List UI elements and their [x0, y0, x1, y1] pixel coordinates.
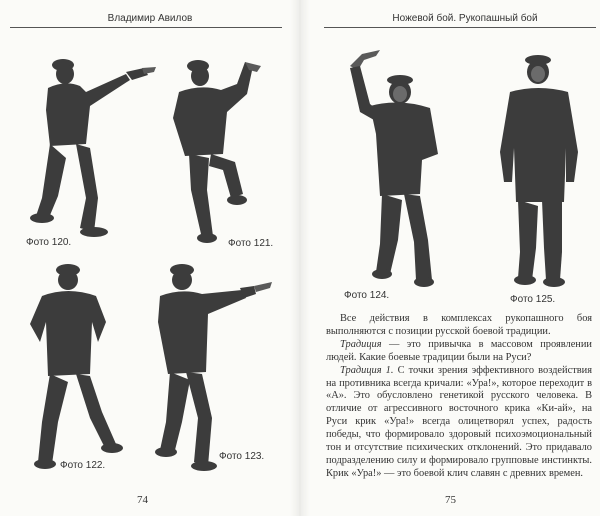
- photo-124: [340, 44, 450, 294]
- left-running-head: Владимир Авилов: [107, 13, 193, 24]
- paragraph-3: [326, 365, 592, 481]
- paragraph-2-term: Традиция: [340, 338, 382, 350]
- photo-120: [28, 48, 168, 248]
- photo-123: [150, 262, 280, 482]
- left-header-rule: [10, 27, 282, 28]
- right-running-head: Ножевой бой. Рукопашный бой: [392, 13, 538, 24]
- paragraph-1-text: Все действия в комплексах рукопашного боя выполняются с позиции русской боевой традиции.: [326, 313, 592, 337]
- caption-photo-123: Фото 123.: [219, 451, 265, 462]
- paragraph-2: [326, 339, 592, 365]
- caption-photo-121: Фото 121.: [228, 238, 274, 249]
- paragraph-1: [326, 313, 592, 339]
- left-page: [0, 0, 296, 516]
- photo-122: [20, 262, 130, 482]
- right-header-rule: [324, 27, 596, 28]
- paragraph-3-term: Традиция 1.: [340, 364, 394, 376]
- caption-photo-120: Фото 120.: [26, 237, 72, 248]
- photo-121: [165, 58, 275, 248]
- paragraph-3-text: С точки зрения эффективного воздействия на противника всегда кричали: «Ура!», которое переходит в «А». Это обусловлено генетикой русского человека. В отличие от агрессивного восточного крика «Ки-ай», на Руси крик «Ура!» всегда олицетворял успех, радость победы, что формировало здоровый психоэмоциональный тон и отсутствие психических отклонений. Это придавало подразделению силу и формировало групповые инстинкты. Крик «Ура!» — это боевой клич славян с древних времен.: [326, 364, 592, 479]
- caption-photo-125: Фото 125.: [510, 294, 556, 305]
- caption-photo-122: Фото 122.: [60, 460, 106, 471]
- body-text: [326, 313, 592, 481]
- right-page-number: 75: [445, 494, 456, 506]
- right-page: [300, 0, 600, 516]
- photo-125: [490, 52, 590, 292]
- paragraph-2-text: — это привычка в массовом проявлении людей. Какие боевые традиции были на Руси?: [326, 338, 592, 363]
- caption-photo-124: Фото 124.: [344, 290, 390, 301]
- left-page-number: 74: [137, 494, 148, 506]
